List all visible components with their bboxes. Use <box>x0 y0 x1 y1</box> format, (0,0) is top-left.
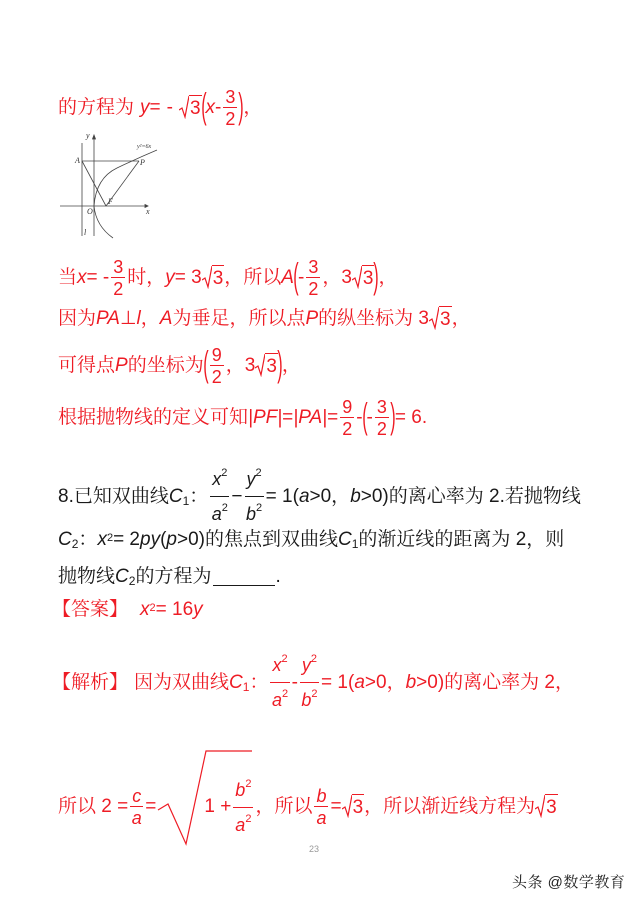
subscript: 1 <box>182 493 190 508</box>
var-C: C <box>338 529 352 550</box>
page-number: 23 <box>309 844 320 854</box>
numerator: c <box>132 786 142 806</box>
label-F: F <box>108 197 113 206</box>
denominator: 2 <box>113 279 124 299</box>
paren: ) <box>238 85 245 126</box>
text: >0， <box>364 671 406 693</box>
var-x: x <box>205 97 216 118</box>
var-l: l <box>136 308 141 329</box>
var-p: p <box>166 529 177 550</box>
sqrt-value: 3 <box>545 794 558 820</box>
colon: ： <box>189 485 209 507</box>
var-y: y <box>165 267 175 288</box>
equals: = 3 <box>174 267 202 288</box>
solution-line-point-P: 可得点 P 的坐标为 ( $\frac{9}{2}$ ，3 3 ) ， <box>58 343 301 387</box>
result: = 6. <box>394 407 428 428</box>
question-8-line-1 <box>58 467 581 524</box>
minus: - <box>297 267 305 288</box>
var-y: y <box>301 655 311 675</box>
sqrt-sign-icon <box>429 306 439 330</box>
text: 的方程为 <box>58 97 135 118</box>
numerator: b <box>316 786 327 806</box>
watermark: 头条 @数学教育 <box>512 874 626 891</box>
var-y: y <box>246 469 256 489</box>
sqrt-value: 3 <box>265 353 278 379</box>
equals: = 16 <box>155 599 194 620</box>
text: 因为双曲线 <box>134 671 230 693</box>
equals: = <box>145 796 157 817</box>
analysis-line-2 <box>58 752 558 862</box>
text: 所以 2 = <box>58 796 129 817</box>
perp-symbol: ⊥ <box>119 308 137 329</box>
fraction <box>314 787 328 827</box>
subscript: 1 <box>351 537 359 551</box>
sqrt <box>342 794 365 820</box>
sqrt-value: 3 <box>362 265 375 291</box>
numerator: 9 <box>342 397 353 417</box>
colon: ： <box>78 529 98 550</box>
equals: = 2 <box>113 529 141 550</box>
answer-line: 【答案】 x 2 = 16 y <box>52 599 203 620</box>
sqrt <box>352 265 375 291</box>
denominator: 2 <box>225 109 236 129</box>
text: >0， <box>309 485 351 507</box>
fraction <box>223 88 237 128</box>
label-O: O <box>87 207 93 216</box>
minus: - <box>215 97 222 118</box>
var-a: a <box>271 690 282 710</box>
sqrt-value: 3 <box>439 306 452 332</box>
equals: = - <box>86 267 110 288</box>
abs-PF: |PF| <box>248 407 283 428</box>
fraction: $\frac{y^2}{b^2}$ <box>246 467 263 524</box>
text: ，3 <box>225 355 256 376</box>
var-b: b <box>405 671 417 693</box>
solution-line-tangent-equation <box>58 85 263 129</box>
solution-line-point-A: 当 x = - $\frac{3}{2}$ 时， y = 3 3 ，所以 A ( - $\frac{3}{2}$ ，3 3 ) ， <box>58 255 398 299</box>
text: >0)的焦点到双曲线 <box>177 529 338 550</box>
var-C: C <box>58 529 72 550</box>
text: 的纵坐标为 3 <box>318 308 430 329</box>
paren: ( <box>160 529 167 550</box>
text: 根据抛物线的定义可知 <box>58 407 249 428</box>
denominator: 2 <box>211 367 222 387</box>
fraction <box>210 346 224 386</box>
subscript: 1 <box>242 679 250 694</box>
text: ， <box>451 308 471 329</box>
equals: = <box>327 407 339 428</box>
big-sqrt <box>156 752 255 862</box>
sqrt-value: 3 <box>212 265 225 291</box>
text: 抛物线 <box>58 566 116 587</box>
denominator: 2 <box>308 279 319 299</box>
minus: - <box>166 97 173 118</box>
period: . <box>275 566 281 587</box>
sqrt <box>202 265 225 291</box>
label-y: y <box>86 131 90 140</box>
text: = 1( <box>321 671 355 693</box>
analysis-line-1 <box>52 653 574 710</box>
label-x: x <box>146 207 150 216</box>
fraction <box>306 258 320 298</box>
sqrt-sign-icon <box>535 794 545 818</box>
question-8-line-3 <box>58 565 281 589</box>
var-A: A <box>159 308 173 329</box>
text: 为垂足，所以点 <box>172 308 306 329</box>
var-x: x <box>212 469 222 489</box>
text: 时， <box>127 267 166 288</box>
numerator: 3 <box>308 257 319 277</box>
answer-label: 【答案】 <box>52 599 129 620</box>
var-a: a <box>298 485 310 507</box>
var-C: C <box>115 566 129 587</box>
var-C: C <box>229 671 243 693</box>
sqrt-value: 3 <box>352 794 365 820</box>
text: ，所以 <box>224 267 282 288</box>
subscript: 2 <box>71 537 79 551</box>
equals: = <box>330 796 342 817</box>
var-a: a <box>235 814 246 835</box>
text: 因为 <box>58 308 97 329</box>
text: 可得点 <box>58 355 116 376</box>
numerator: 3 <box>376 397 387 417</box>
text: ， <box>378 267 398 288</box>
var-x: x <box>140 599 150 620</box>
label-l: l <box>84 228 87 237</box>
text: >0)的离心率为 2， <box>416 671 574 693</box>
var-x: x <box>77 267 87 288</box>
sqrt <box>179 95 202 121</box>
fraction <box>375 398 389 438</box>
text: 的渐近线的距离为 2，则 <box>358 529 565 550</box>
text: 当 <box>58 267 78 288</box>
sqrt-value: 3 <box>189 95 202 121</box>
text: = 1( <box>265 485 299 507</box>
var-C: C <box>168 485 183 507</box>
minus: - <box>356 407 363 428</box>
sqrt-sign-icon <box>255 353 265 377</box>
sqrt-sign-icon <box>179 95 189 119</box>
fraction: $\frac{x^2}{a^2}$ <box>271 653 289 710</box>
var-y: y <box>193 599 203 620</box>
denominator: 2 <box>342 419 353 439</box>
answer-blank <box>213 568 275 586</box>
solution-line-PA-perp <box>58 306 471 332</box>
var-A: A <box>281 267 294 288</box>
sqrt <box>429 306 452 332</box>
var-b: b <box>235 779 246 800</box>
text: 的坐标为 <box>127 355 204 376</box>
var-b: b <box>246 504 257 524</box>
minus: - <box>291 671 298 693</box>
var-y: y <box>140 97 150 118</box>
text: ， <box>140 308 160 329</box>
denominator: a <box>131 808 142 828</box>
fraction <box>111 258 125 298</box>
var-a: a <box>354 671 365 693</box>
abs-PA: |PA| <box>293 407 328 428</box>
var-x: x <box>272 655 282 675</box>
minus: - <box>366 407 373 428</box>
solution-line-PF-result: 根据抛物线的定义可知 |PF| = |PA| = $\frac{9}{2}$ - ( - $\frac{3}{2}$ ) = 6. <box>58 395 428 439</box>
label-P: P <box>140 158 145 167</box>
numerator: 3 <box>113 257 124 277</box>
var-a: a <box>211 504 222 524</box>
fraction: $\frac{b^2}{a^2}$ <box>235 777 252 835</box>
sqrt <box>255 353 278 379</box>
sqrt-sign-icon <box>342 794 352 818</box>
sqrt-sign-icon <box>352 265 362 289</box>
numerator: 9 <box>211 345 222 365</box>
text: 8.已知双曲线 <box>58 485 169 507</box>
numerator: 3 <box>225 87 236 107</box>
fraction <box>340 398 354 438</box>
label-curve: y²=6x <box>137 144 152 150</box>
comma: ， <box>243 97 263 118</box>
fraction: $\frac{y^2}{b^2}$ <box>301 653 318 710</box>
label-A: A <box>75 156 80 165</box>
denominator: a <box>316 808 327 828</box>
sqrt <box>535 794 558 820</box>
var-P: P <box>305 308 319 329</box>
subscript: 2 <box>128 574 136 588</box>
text: 的方程为 <box>135 566 212 587</box>
text: ，3 <box>322 267 352 288</box>
equals: = <box>282 407 294 428</box>
var-b: b <box>350 485 361 507</box>
var-py: py <box>140 529 161 550</box>
var-x: x <box>97 529 107 550</box>
text: ，所以渐近线方程为 <box>364 796 536 817</box>
fraction: $\frac{x^2}{a^2}$ <box>211 467 228 524</box>
colon: ： <box>249 671 269 693</box>
parabola-figure <box>57 128 167 240</box>
paren: ( <box>200 85 207 126</box>
text: ， <box>281 355 301 376</box>
analysis-label: 【解析】 <box>52 671 129 693</box>
question-8-line-2: C 2 ： x 2 = 2 py ( p >0)的焦点到双曲线 C 1 的渐近线的距离为 2，则 <box>58 528 564 552</box>
text: >0)的离心率为 2.若抛物线 <box>360 485 581 507</box>
minus: − <box>231 485 243 507</box>
text: ，所以 <box>255 796 313 817</box>
equals: = <box>149 97 161 118</box>
sqrt-sign-icon <box>202 265 212 289</box>
var-P: P <box>115 355 128 376</box>
var-b: b <box>301 690 312 710</box>
parabola-diagram <box>57 128 167 240</box>
denominator: 2 <box>376 419 387 439</box>
fraction <box>130 787 143 827</box>
var-PA: PA <box>96 308 120 329</box>
text: 1 + <box>204 796 232 817</box>
